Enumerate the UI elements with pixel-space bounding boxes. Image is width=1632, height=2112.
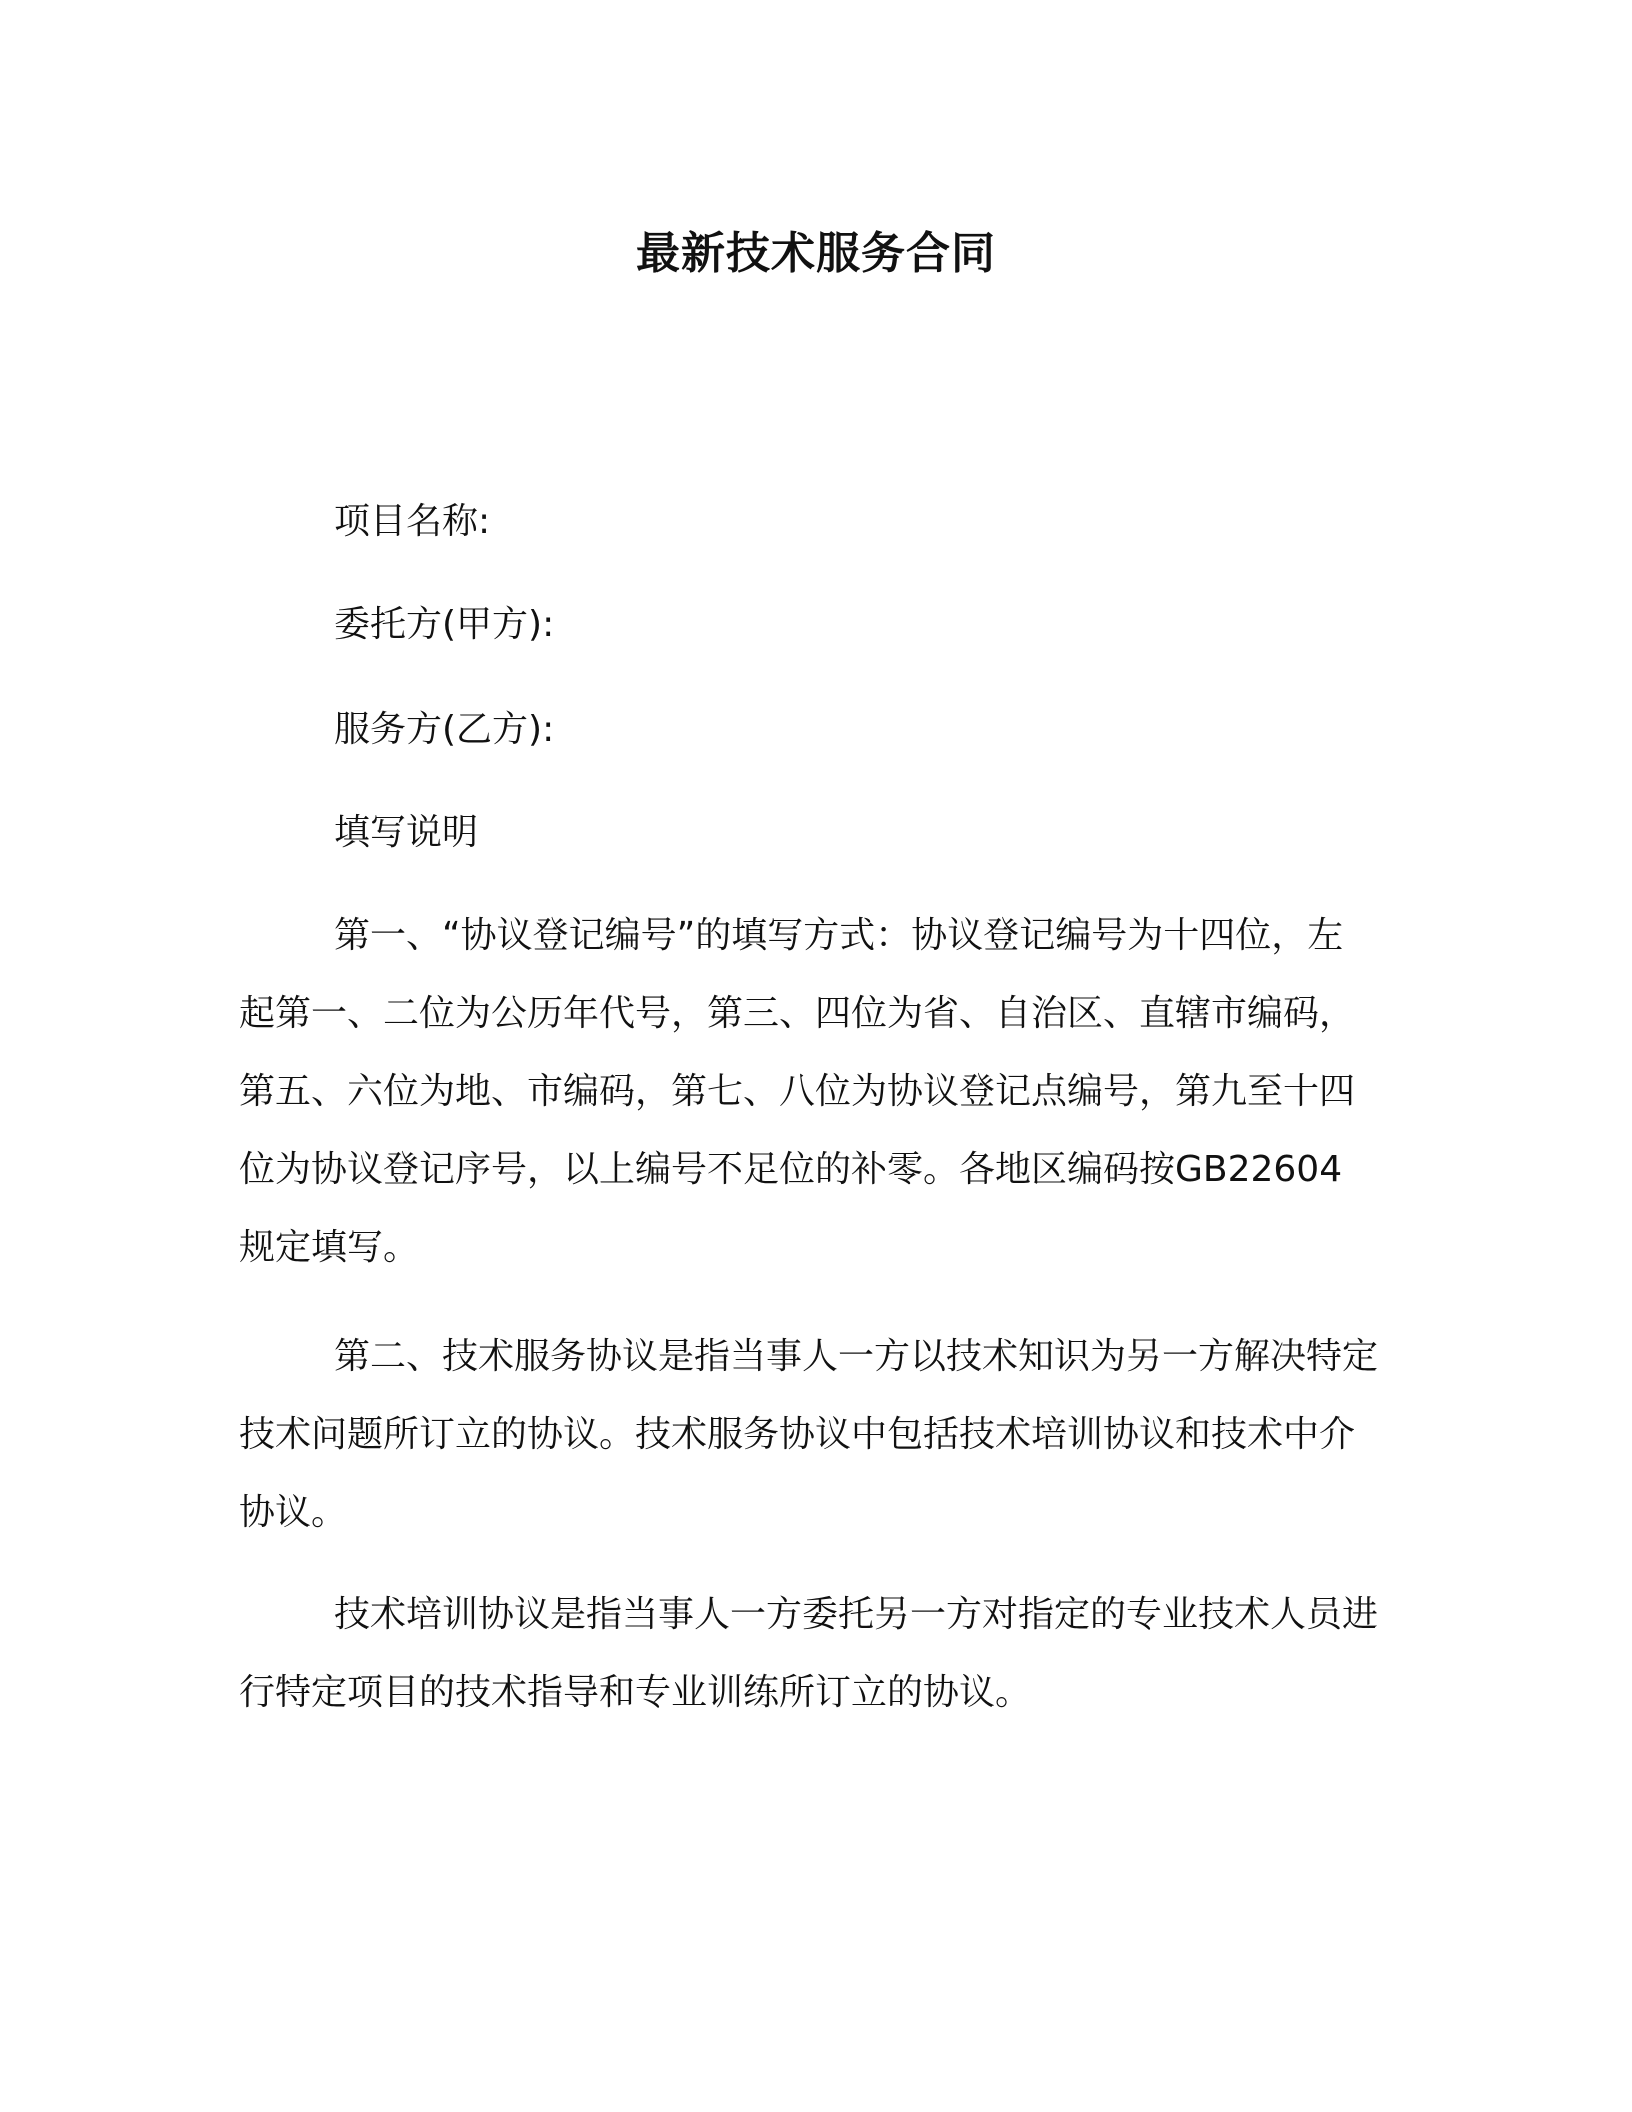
field-client: 委托方(甲方):: [334, 604, 555, 645]
paragraph-training-agreement: 技术培训协议是指当事人一方委托另一方对指定的专业技术人员进行特定项目的技术指导和专业训练所订立的协议。: [239, 1594, 1379, 1713]
paragraph-registration-number: 第一、“协议登记编号”的填写方式：协议登记编号为十四位，左起第一、二位为公历年代号，第三、四位为省、自治区、直辖市编码，第五、六位为地、市编码，第七、八位为协议登记点编号，第九至十四位为协议登记序号，以上编号不足位的补零。各地区编码按GB22604 规定填写。: [239, 915, 1356, 1268]
instructions-heading: 填写说明: [334, 812, 479, 853]
document-title: 最新技术服务合同: [636, 228, 996, 279]
field-project-name: 项目名称:: [334, 501, 491, 542]
paragraph-service-agreement: 第二、技术服务协议是指当事人一方以技术知识为另一方解决特定技术问题所订立的协议。技术服务协议中包括技术培训协议和技术中介协议。: [239, 1336, 1379, 1533]
field-provider: 服务方(乙方):: [334, 709, 555, 750]
